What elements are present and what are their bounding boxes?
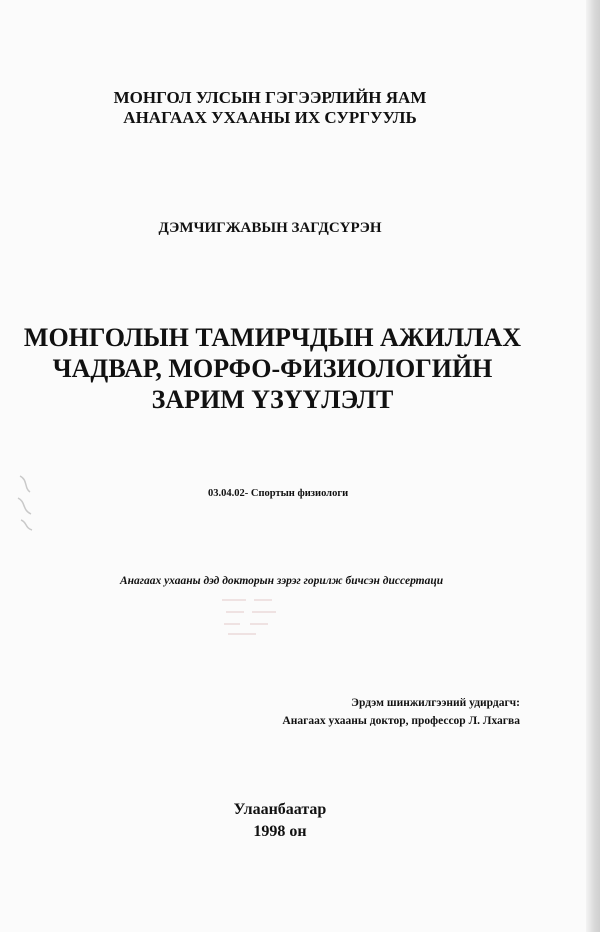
scan-edge-shadow [586, 0, 600, 932]
institution-line-2: АНАГААХ УХААНЫ ИХ СУРГУУЛЬ [123, 108, 417, 127]
institution-line-1: МОНГОЛ УЛСЫН ГЭГЭЭРЛИЙН ЯАМ [113, 88, 427, 107]
year: 1998 он [253, 823, 307, 840]
dissertation-title [0, 322, 545, 415]
title-line-2: ЧАДВАР, МОРФО-ФИЗИОЛОГИЙН [52, 354, 493, 383]
specialty-code: 03.04.02- Спортын физиологи [208, 488, 349, 499]
place-and-year [0, 799, 560, 843]
title-line-1: МОНГОЛЫН ТАМИРЧДЫН АЖИЛЛАХ [23, 323, 522, 352]
margin-pencil-mark [14, 472, 38, 534]
title-line-3: ЗАРИМ ҮЗҮҮЛЭЛТ [151, 385, 394, 414]
advisor-name: Анагаах ухааны доктор, профессор Л. Лхагва [282, 715, 520, 727]
author-name: ДЭМЧИГЖАВЫН ЗАГДСҮРЭН [158, 220, 382, 236]
advisor-block [245, 694, 520, 730]
advisor-label: Эрдэм шинжилгээний удирдагч: [351, 697, 520, 709]
institution-header [0, 88, 540, 128]
city: Улаанбаатар [233, 801, 327, 818]
dissertation-note: Анагаах ухааны дэд докторын зэрэг горилж бичсэн диссертаци [120, 575, 444, 587]
faint-stamp-mark [216, 592, 306, 640]
